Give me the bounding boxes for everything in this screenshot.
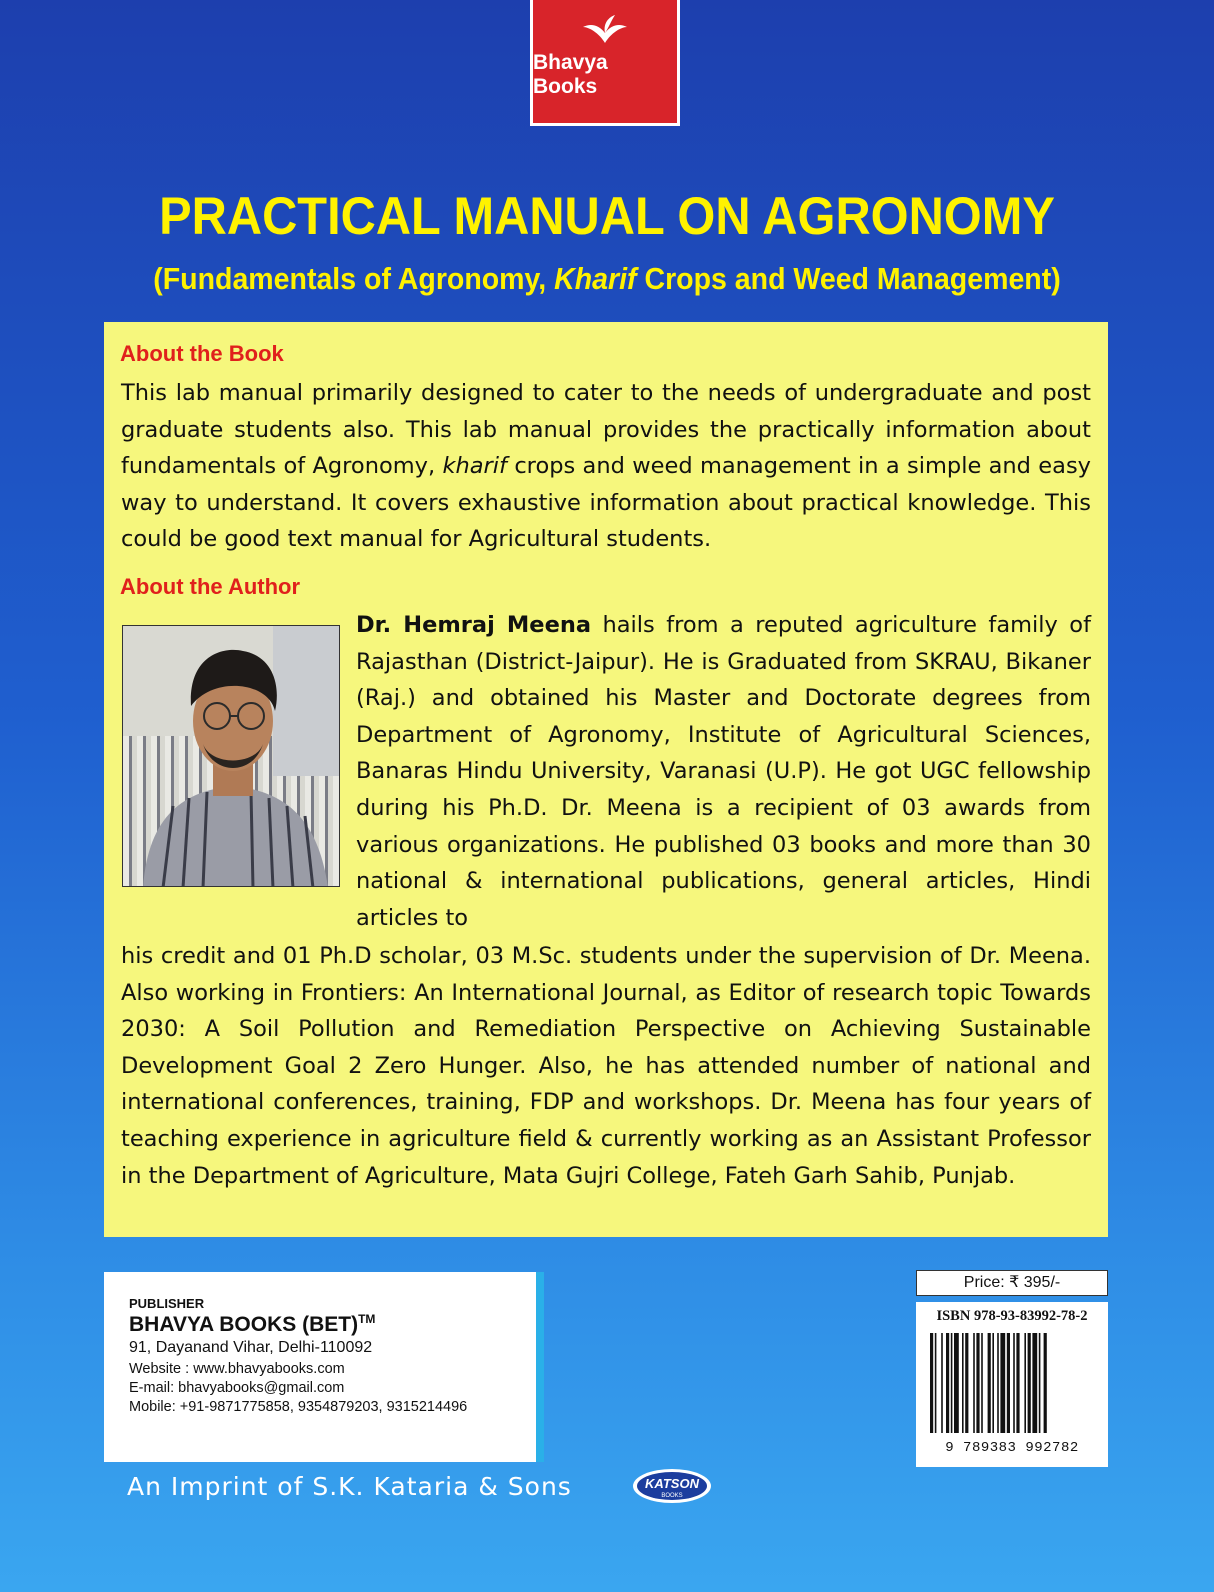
barcode-bar [981, 1333, 983, 1433]
barcode-bar [954, 1333, 959, 1433]
bird-icon [581, 13, 629, 47]
publisher-name [129, 1312, 536, 1337]
barcode-bar [965, 1333, 968, 1433]
publisher-address: 91, Dayanand Vihar, Delhi-110092 [129, 1339, 373, 1356]
barcode-bar [962, 1333, 964, 1433]
katson-logo-line2: BOOKS [661, 1493, 683, 1499]
katson-books-logo [631, 1467, 713, 1505]
barcode-bar [1024, 1333, 1026, 1433]
author-bio-text-1: hails from a reputed agriculture family of Rajasthan (District-Jaipur). He is Graduated from SKRAU, Bikaner (Raj.) and obtained his Master and Doctorate degrees from Department of Agronomy, Institute of Agricultural Sciences, Banaras Hindu University, Varanasi (U.P). He got UGC fellowship during his Ph.D. Dr. Meena is a recipient of 03 awards from various organizations. He published 03 books and more than 30 national & international publications, general articles, Hindi articles to [356, 612, 1091, 931]
book-title: PRACTICAL MANUAL ON AGRONOMY [159, 187, 1055, 246]
trademark-mark: TM [358, 1312, 376, 1326]
barcode-bar [1032, 1333, 1037, 1433]
publisher-label: PUBLISHER [129, 1296, 205, 1311]
publisher-website: Website : www.bhavyabooks.com [129, 1361, 345, 1377]
subtitle-italic: Kharif [554, 261, 637, 296]
publisher-mobile: Mobile: +91-9871775858, 9354879203, 9315214496 [129, 1399, 468, 1415]
barcode-bar [935, 1333, 937, 1433]
about-book-heading: About the Book [120, 341, 284, 366]
barcode-bar [946, 1333, 949, 1433]
barcode-bar [1013, 1333, 1015, 1433]
barcode-bar [1028, 1333, 1031, 1433]
publisher-name-text: BHAVYA BOOKS (BET) [129, 1313, 359, 1336]
katson-logo-line1: KATSON [645, 1476, 699, 1491]
logo-text: Bhavya Books [533, 51, 608, 98]
author-name: Dr. Hemraj Meena [356, 612, 592, 638]
about-book-italic: kharif [442, 453, 507, 480]
barcode-bar [1016, 1333, 1019, 1433]
about-author-heading: About the Author [120, 574, 301, 599]
author-bio-part-2: his credit and 01 Ph.D scholar, 03 M.Sc. students under the supervision of Dr. Meena. Also working in Frontiers: An International Journal, as Editor of research topic Towards 2030: A Soil Pollution and Remediation Perspective on Achieving Sustainable Development Goal 2 Zero Hunger. Also, he has attended number of national and international conferences, training, FDP and workshops. Dr. Meena has four years of teaching experience in agriculture field & currently working as an Assistant Professor in the Department of Agriculture, Mata Gujri College, Fateh Garh Sahib, Punjab. [121, 943, 1091, 1189]
barcode-bar [1039, 1333, 1041, 1433]
barcode-bar [976, 1333, 979, 1433]
isbn-text: ISBN 978-93-83992-78-2 [936, 1308, 1088, 1324]
barcode-bar [941, 1333, 943, 1433]
author-bio-part-1 [356, 607, 1091, 936]
about-book-text [121, 375, 1091, 558]
barcode-bar [988, 1333, 991, 1433]
barcode-bar [951, 1333, 953, 1433]
barcode-bar [973, 1333, 975, 1433]
subtitle-part-2: Crops and Weed Management) [636, 261, 1061, 296]
publisher-email: E-mail: bhavyabooks@gmail.com [129, 1380, 345, 1396]
barcode-bar [1007, 1333, 1010, 1433]
barcode-bar [1000, 1333, 1005, 1433]
publisher-box [104, 1272, 544, 1462]
barcode-number: 9 789383 992782 [945, 1440, 1079, 1456]
barcode-bar [930, 1333, 933, 1433]
about-book-text-2: crops and weed management in a simple and easy way to understand. It covers exhaustive information about practical knowledge. This could be good text manual for Agricultural students. [121, 453, 1091, 553]
author-photo [122, 625, 340, 887]
barcode-bar [992, 1333, 994, 1433]
imprint-text: An Imprint of S.K. Kataria & Sons [127, 1472, 572, 1501]
barcode-bar [997, 1333, 999, 1433]
price-label: Price: ₹ 395/- [916, 1270, 1108, 1296]
book-subtitle [49, 261, 1166, 297]
isbn-box [916, 1302, 1108, 1467]
barcode [930, 1333, 1094, 1438]
publisher-logo [530, 0, 680, 126]
subtitle-part-1: (Fundamentals of Agronomy, [153, 261, 555, 296]
barcode-bar [1044, 1333, 1047, 1433]
about-book-text-1: This lab manual primarily designed to cater to the needs of undergraduate and post graduate students also. This lab manual provides the practically information about fundamentals of Agronomy, [121, 380, 1091, 480]
